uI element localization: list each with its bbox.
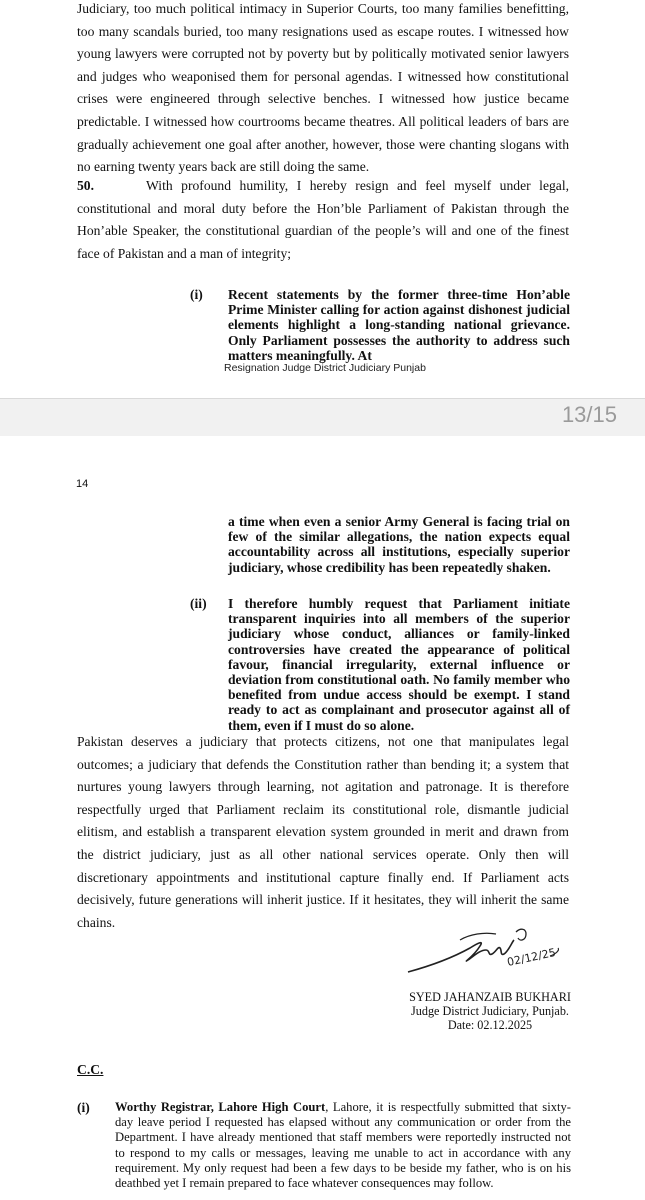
signature-date-handwritten: 02/12/25: [505, 945, 557, 969]
paragraph-50-number: 50.: [77, 178, 94, 193]
cc-item-body: , Lahore, it is respectfully submitted that sixty-day leave period I requested has elapsed without any communication or order from the Department. I have already mentioned that staff members were reportedly instructed not to respond to my calls or messages, leaving me unable to act in accordance with any requirement. My only request had been a few days to be beside my father, who is on his deathbed yet I remain prepared to face whatever consequences may follow.: [115, 1100, 571, 1191]
paragraph-49-tail: Judiciary, too much political intimacy in Superior Courts, too many families benefitting, too many scandals buried, too many resignations used as escape routes. I witnessed how young lawyers were corrupted not by poverty but by politically motivated senior lawyers and judges who weaponised them for personal agendas. I witnessed how constitutional crises were engineered through selective benches. I witnessed how justice became predictable. I witnessed how courtrooms became theatres. All political leaders of bars are gradually achievement one goal after another, however, those were chanting slogans with no earning twenty years back are still doing the same.: [77, 1, 569, 175]
item-i-label: (i): [190, 287, 203, 302]
signatory-date: Date: 02.12.2025: [447, 1018, 533, 1032]
item-ii-label: (ii): [190, 596, 207, 611]
closing-paragraph: Pakistan deserves a judiciary that protects citizens, not one that manipulates legal outcomes; a judiciary that defends the Constitution rather than bending it; a system that nurtures young lawyers through learning, not agitation and patronage. It is therefore respectfully urged that Parliament reclaim its constitutional role, dismantle judicial elitism, and establish a transparent elevation system grounded in merit and drawn from the district judiciary, just as all other national services operate. Only then will discretionary appointments and institutional capture finally end. If Parliament acts decisively, future generations will inherit justice. If it hesitates, they will inherit the same chains.: [77, 734, 569, 930]
page-footer-note: Resignation Judge District Judiciary Punjab: [224, 362, 426, 374]
signatory-name: SYED JAHANZAIB BUKHARI: [409, 990, 571, 1004]
cc-item-label: (i): [77, 1100, 90, 1115]
cc-item-text: [115, 1100, 571, 1191]
cc-label: C.C.: [77, 1062, 104, 1077]
signatory-title: Judge District Judiciary, Punjab.: [411, 1004, 569, 1018]
item-i-text-part1: Recent statements by the former three-time Hon’able Prime Minister calling for action against dishonest judicial elements highlight a long-standing national grievance. Only Parliament possesses the authority to address such matters meaningfully. At: [228, 287, 570, 363]
page-indicator: 13/15: [561, 402, 617, 427]
cc-item-recipient: Worthy Registrar, Lahore High Court: [115, 1100, 326, 1114]
document-page-13: [0, 0, 645, 398]
page-separator: [0, 398, 645, 437]
page-number: 14: [76, 478, 89, 490]
paragraph-50-text: With profound humility, I hereby resign and feel myself under legal, constitutional and moral duty before the Hon’ble Parliament of Pakistan through the Hon’able Speaker, the constitutional guardian of the people’s will and one of the finest face of Pakistan and a man of integrity;: [77, 178, 569, 261]
item-i-text-part2: a time when even a senior Army General is facing trial on few of the similar allegations, the nation expects equal accountability across all institutions, especially superior judiciary, whose credibility has been repeatedly shaken.: [228, 514, 570, 575]
handwritten-signature: [400, 920, 570, 982]
paragraph-50: [77, 175, 569, 265]
item-ii-text: I therefore humbly request that Parliament initiate transparent inquiries into all members of the superior judiciary whose conduct, alliances or family-linked controversies have created the appearance of political favour, financial irregularity, external influence or deviation from constitutional oath. No family member who benefited from undue access should be exempt. I stand ready to act as complainant and prosecutor against all of them, even if I must do so alone.: [228, 596, 570, 733]
signature-block: [390, 990, 590, 1032]
